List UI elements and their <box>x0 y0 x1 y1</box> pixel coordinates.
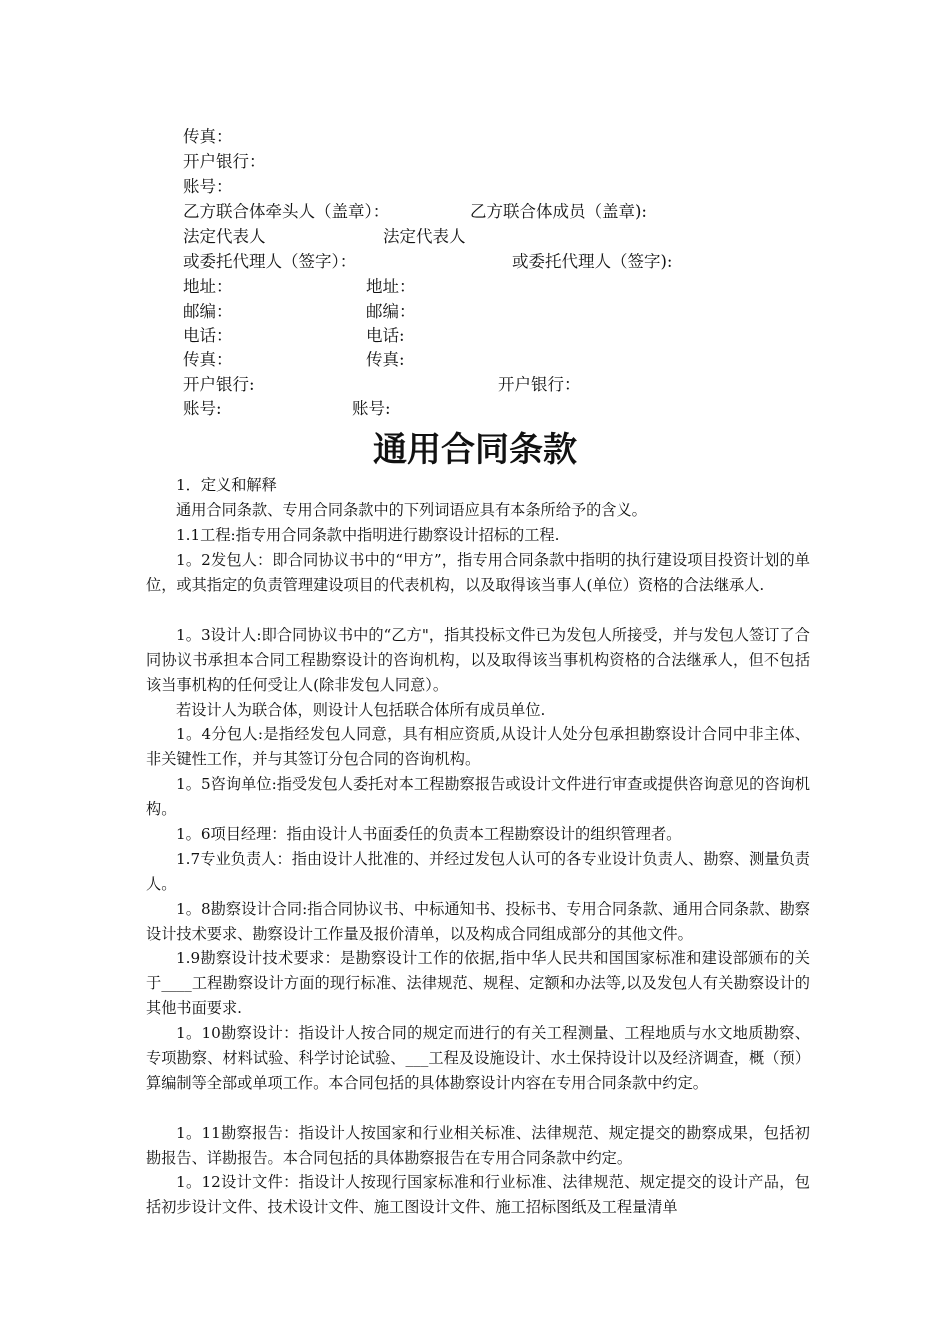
clause-heading: 1．定义和解释 <box>176 476 277 494</box>
fax-label: 传真： <box>183 127 233 146</box>
paragraph: 若设计人为联合体，则设计人包括联合体所有成员单位. <box>176 701 546 719</box>
fax-right: 传真: <box>366 350 405 369</box>
fax-left: 传真： <box>183 350 233 369</box>
agent-left: 或委托代理人（签字）： <box>183 252 357 271</box>
account-right: 账号: <box>352 399 391 418</box>
paragraph: 1。10勘察设计：指设计人按合同的规定而进行的有关工程测量、工程地质与水文地质勘察、专项勘察、材料试验、科学讨论试验、___工程及设施设计、水土保持设计以及经济调查，概（预）算编制等全部或单项工作。本合同包括的具体勘察设计内容在专用合同条款中约定。 <box>146 1024 810 1092</box>
bank-left: 开户银行: <box>183 375 255 394</box>
account-left: 账号: <box>183 399 222 418</box>
lead-seal-label: 乙方联合体牵头人（盖章）： <box>183 202 390 221</box>
section-title: 通用合同条款 <box>373 430 577 470</box>
paragraph: 通用合同条款、专用合同条款中的下列词语应具有本条所给予的含义。 <box>176 501 647 519</box>
paragraph: 1。6项目经理：指由设计人书面委任的负责本工程勘察设计的组织管理者。 <box>176 825 682 843</box>
agent-right: 或委托代理人（签字): <box>512 252 673 271</box>
paragraph: 1.7专业负责人：指由设计人批准的、并经过发包人认可的各专业设计负责人、勘察、测量负责人。 <box>146 850 810 893</box>
paragraph: 1。8勘察设计合同:指合同协议书、中标通知书、投标书、专用合同条款、通用合同条款、勘察设计技术要求、勘察设计工作量及报价清单，以及构成合同组成部分的其他文件。 <box>146 900 810 943</box>
legal-rep-right: 法定代表人 <box>383 227 466 246</box>
phone-right: 电话: <box>366 326 405 345</box>
postcode-right: 邮编： <box>366 302 416 321</box>
bank-right: 开户银行： <box>498 375 581 394</box>
paragraph: 1.9勘察设计技术要求：是勘察设计工作的依据,指中华人民共和国国家标准和建设部颁布的关于____工程勘察设计方面的现行标准、法律规范、规程、定额和办法等,以及发包人有关勘察设计的其他书面要求. <box>146 949 810 1017</box>
account-label: 账号： <box>183 177 233 196</box>
address-left: 地址： <box>183 277 233 296</box>
address-right: 地址： <box>366 277 416 296</box>
member-seal-label: 乙方联合体成员（盖章): <box>470 202 647 221</box>
paragraph: 1。3设计人:即合同协议书中的“乙方"，指其投标文件已为发包人所接受，并与发包人签订了合同协议书承担本合同工程勘察设计的咨询机构，以及取得该当事机构资格的合法继承人，但不包括该当事机构的任何受让人(除非发包人同意）。 <box>146 626 810 694</box>
paragraph: 1。5咨询单位:指受发包人委托对本工程勘察报告或设计文件进行审查或提供咨询意见的咨询机构。 <box>146 775 810 818</box>
paragraph: 1。12设计文件：指设计人按现行国家标准和行业标准、法律规范、规定提交的设计产品，包括初步设计文件、技术设计文件、施工图设计文件、施工招标图纸及工程量清单 <box>146 1173 810 1216</box>
legal-rep-left: 法定代表人 <box>183 227 266 246</box>
bank-label: 开户银行： <box>183 152 266 171</box>
paragraph: 1。2发包人：即合同协议书中的“甲方”，指专用合同条款中指明的执行建设项目投资计划的单位，或其指定的负责管理建设项目的代表机构，以及取得该当事人(单位）资格的合法继承人. <box>146 551 810 594</box>
postcode-left: 邮编： <box>183 302 233 321</box>
paragraph: 1。4分包人:是指经发包人同意，具有相应资质,从设计人处分包承担勘察设计合同中非主体、非关键性工作，并与其签订分包合同的咨询机构。 <box>146 725 810 768</box>
paragraph: 1.1工程:指专用合同条款中指明进行勘察设计招标的工程. <box>176 526 560 544</box>
phone-left: 电话： <box>183 326 233 345</box>
paragraph: 1。11勘察报告：指设计人按国家和行业相关标准、法律规范、规定提交的勘察成果，包括初勘报告、详勘报告。本合同包括的具体勘察报告在专用合同条款中约定。 <box>146 1124 810 1167</box>
